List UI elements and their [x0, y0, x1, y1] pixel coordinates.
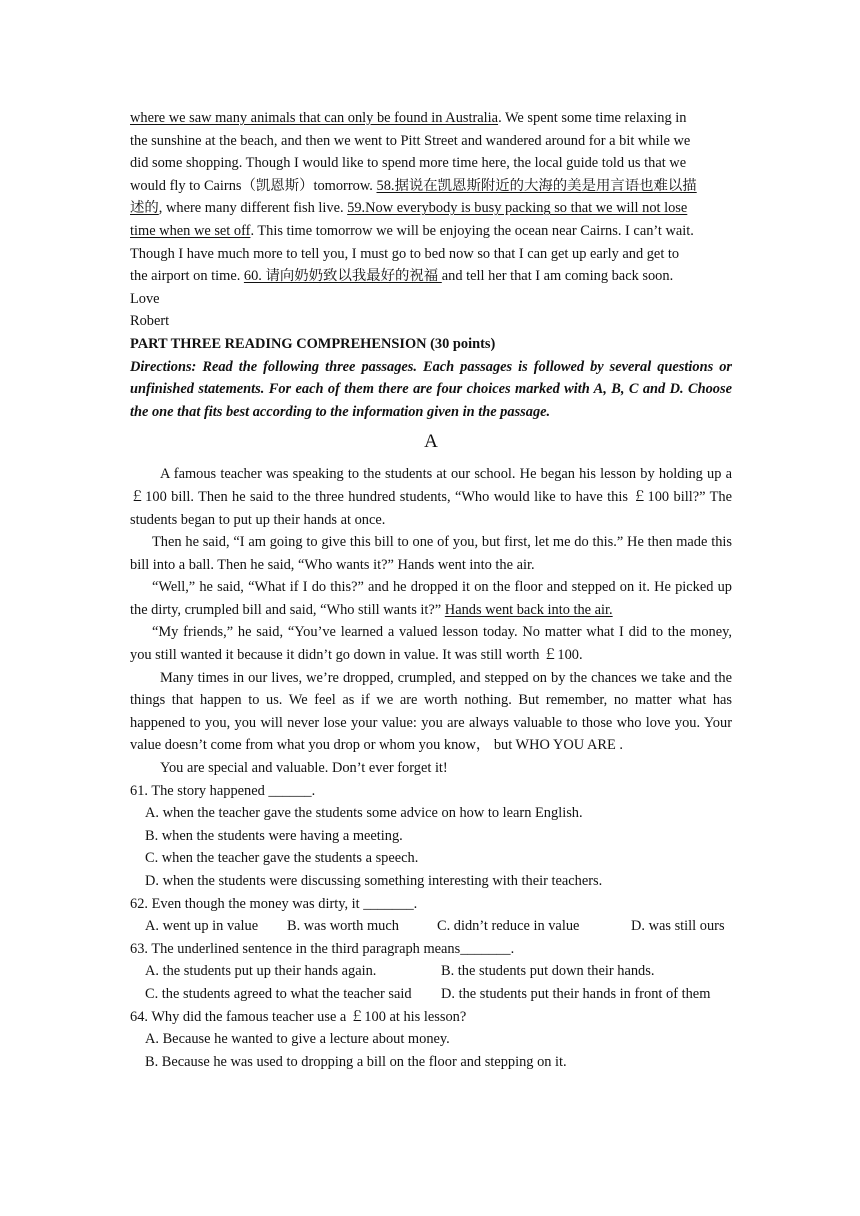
letter-closing: Love: [130, 290, 160, 307]
option-63-b: B. the students put down their hands.: [441, 963, 655, 980]
section-title: PART THREE READING COMPREHENSION (30 points): [130, 335, 496, 352]
passage-paragraph: Many times in our lives, we’re dropped, crumpled, and stepped on by the chances we take and the things that happen to us. We feel as if we are worth nothing. But remember, no matter what has happened to you, you will never lose your value: you are always valuable to those who love you. Your value doesn’t come from what you drop or whom you know， but WHO YOU ARE .: [130, 669, 732, 754]
text: “Well,” he said, “What if I do this?” and he dropped it on the floor and stepped on it. He picked up the dirty, crumpled bill and said, “Who still wants it?”: [130, 579, 732, 618]
translation-item-59-cont: time when we set off: [130, 222, 251, 239]
translation-item-58: 58.据说在凯恩斯附近的大海的美是用言语也难以描: [376, 177, 697, 194]
passage-paragraph: You are special and valuable. Don’t ever forget it!: [160, 760, 448, 777]
letter-line: [130, 107, 732, 130]
passage-paragraph: Then he said, “I am going to give this bill to one of you, but first, let me do this.” He then made this bill into a ball. Then he said, “Who wants it?” Hands went into the air.: [130, 534, 732, 573]
options-63-ab: [130, 960, 732, 983]
question-64: 64. Why did the famous teacher use a ￡100 at his lesson?: [130, 1008, 467, 1025]
letter-line: the sunshine at the beach, and then we went to Pitt Street and wandered around for a bit while we: [130, 132, 691, 149]
section-directions: Directions: Read the following three passages. Each passages is followed by several questions or unfinished statements. For each of them there are four choices marked with A, B, C and D. Choose the one that fits best according to the information given in the passage.: [130, 358, 732, 420]
letter-line: [130, 265, 732, 288]
option-64-b: B. Because he was used to dropping a bill on the floor and stepping on it.: [145, 1053, 567, 1070]
option-61-a: A. when the teacher gave the students some advice on how to learn English.: [145, 805, 583, 822]
letter-line: [130, 197, 732, 220]
passage-paragraph: A famous teacher was speaking to the students at our school. He began his lesson by holding up a ￡100 bill. Then he said to the three hundred students, “Who would like to have this ￡100 bill?” The students began to put up their hands at once.: [130, 466, 732, 528]
option-62-c: C. didn’t reduce in value: [437, 918, 580, 935]
option-63-d: D. the students put their hands in front of them: [441, 985, 711, 1002]
document-page: [130, 107, 732, 1073]
underlined-sentence: Hands went back into the air.: [444, 601, 613, 618]
option-64-a: A. Because he wanted to give a lecture about money.: [145, 1031, 450, 1048]
underlined-phrase: where we saw many animals that can only be found in Australia: [130, 110, 499, 126]
question-62: 62. Even though the money was dirty, it _______.: [130, 895, 418, 912]
option-63-c: C. the students agreed to what the teacher said: [145, 985, 412, 1002]
question-list: [130, 780, 732, 1074]
option-62-b: B. was worth much: [287, 918, 399, 935]
text: would fly to Cairns（凯恩斯）tomorrow.: [130, 177, 377, 194]
passage-paragraph: [130, 576, 732, 621]
text: the airport on time.: [130, 268, 244, 285]
letter-line: [130, 220, 732, 243]
option-61-d: D. when the students were discussing something interesting with their teachers.: [145, 873, 603, 889]
option-63-a: A. the students put up their hands again.: [145, 963, 377, 980]
question-63: 63. The underlined sentence in the third paragraph means_______.: [130, 940, 515, 957]
option-62-a: A. went up in value: [145, 918, 259, 935]
letter-line: did some shopping. Though I would like to spend more time here, the local guide told us that we: [130, 155, 687, 172]
text: . We spent some time relaxing in: [498, 110, 687, 126]
letter-section: [130, 107, 732, 333]
passage-heading: A: [424, 431, 438, 453]
text: . This time tomorrow we will be enjoying the ocean near Cairns. I can’t wait.: [250, 222, 694, 239]
option-62-d: D. was still ours: [631, 918, 725, 935]
letter-line: [130, 175, 732, 198]
option-61-c: C. when the teacher gave the students a speech.: [145, 850, 419, 867]
translation-item-58-cont: 述的: [130, 200, 159, 217]
question-61: 61. The story happened ______.: [130, 782, 316, 799]
translation-item-60: 60. 请向奶奶致以我最好的祝福: [243, 268, 442, 285]
translation-item-59: 59.Now everybody is busy packing so that we will not lose: [347, 200, 688, 217]
passage-body: [130, 463, 732, 779]
option-61-b: B. when the students were having a meeting.: [145, 827, 403, 844]
letter-line: Though I have much more to tell you, I must go to bed now so that I can get up early and get to: [130, 245, 680, 262]
passage-paragraph: “My friends,” he said, “You’ve learned a valued lesson today. No matter what I did to the money, you still wanted it because it didn’t go down in value. It was still worth ￡100.: [130, 624, 732, 664]
letter-signature: Robert: [130, 313, 170, 330]
options-62: [130, 915, 732, 938]
text: and tell her that I am coming back soon.: [441, 268, 674, 285]
text: , where many different fish live.: [158, 200, 348, 217]
options-63-cd: [130, 983, 732, 1006]
